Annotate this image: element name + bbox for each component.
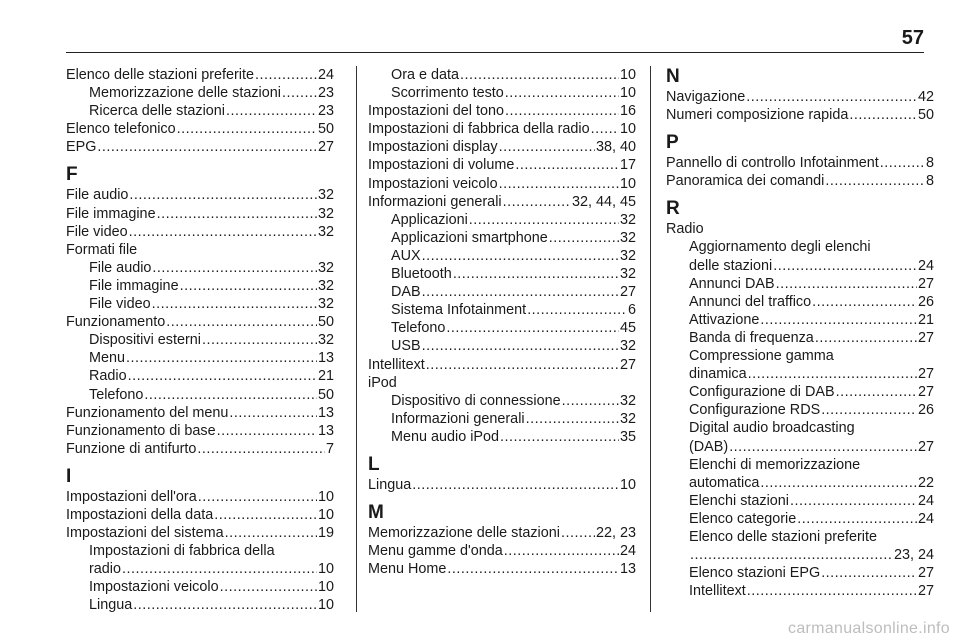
dot-leader bbox=[504, 542, 619, 560]
index-subentry bbox=[66, 259, 334, 277]
page-reference: 24 bbox=[917, 492, 934, 509]
dot-leader bbox=[97, 138, 317, 156]
index-entry bbox=[368, 193, 636, 211]
page-reference: 27 bbox=[917, 366, 934, 383]
index-entry bbox=[66, 404, 334, 422]
index-entry bbox=[368, 175, 636, 193]
index-subentry bbox=[368, 283, 636, 301]
dot-leader bbox=[426, 356, 619, 374]
entry-term: Intellitext bbox=[368, 356, 425, 373]
page-reference: 8 bbox=[925, 155, 934, 172]
index-entry bbox=[368, 120, 636, 138]
page-reference: 22 bbox=[917, 474, 934, 491]
page-reference: 32 bbox=[317, 187, 334, 204]
dot-leader bbox=[122, 560, 317, 578]
index-subentry bbox=[666, 564, 934, 582]
page-reference: 27 bbox=[917, 275, 934, 292]
entry-term: Elenco categorie bbox=[689, 510, 797, 527]
page-reference: 13 bbox=[317, 422, 334, 439]
dot-leader bbox=[166, 313, 317, 331]
dot-leader bbox=[157, 205, 317, 223]
section-letter: F bbox=[66, 164, 78, 186]
page-reference: 32 bbox=[317, 205, 334, 222]
index-subentry bbox=[666, 438, 934, 456]
column-divider bbox=[650, 66, 651, 612]
page-reference: 27 bbox=[317, 139, 334, 156]
index-subentry-heading: Impostazioni di fabbrica della bbox=[89, 543, 275, 560]
index-subentry bbox=[368, 392, 636, 410]
dot-leader bbox=[152, 259, 317, 277]
page-reference: 32 bbox=[317, 259, 334, 276]
dot-leader bbox=[776, 275, 917, 293]
dot-leader bbox=[128, 367, 317, 385]
dot-leader bbox=[446, 319, 619, 337]
dot-leader bbox=[202, 331, 317, 349]
page-reference: 16 bbox=[619, 103, 636, 120]
index-subentry bbox=[66, 102, 334, 120]
entry-term: Impostazioni di volume bbox=[368, 157, 515, 174]
page-reference: 24 bbox=[317, 67, 334, 83]
page-reference: 32 bbox=[317, 296, 334, 313]
dot-leader bbox=[220, 578, 317, 596]
entry-term: Informazioni generali bbox=[391, 410, 525, 427]
dot-leader bbox=[500, 428, 619, 446]
index-subentry bbox=[368, 410, 636, 428]
entry-term: Radio bbox=[89, 368, 127, 385]
entry-term: Memorizzazione delle stazioni bbox=[368, 525, 560, 542]
index-subentry bbox=[666, 311, 934, 329]
entry-term: Bluetooth bbox=[391, 266, 452, 283]
index-entry bbox=[66, 440, 334, 458]
entry-term: delle stazioni bbox=[689, 257, 773, 274]
page-reference: 13 bbox=[317, 404, 334, 421]
entry-term: Banda di frequenza bbox=[689, 329, 814, 346]
entry-term: Ora e data bbox=[391, 67, 459, 83]
page-reference: 45 bbox=[619, 320, 636, 337]
entry-term: Memorizzazione delle stazioni bbox=[89, 85, 281, 102]
index-subentry-heading: Compressione gamma bbox=[689, 348, 834, 365]
dot-leader bbox=[562, 392, 619, 410]
entry-term: Scorrimento testo bbox=[391, 85, 504, 102]
index-entry bbox=[368, 356, 636, 374]
index-subentry-heading: Elenco delle stazioni preferite bbox=[689, 528, 877, 545]
entry-term: Impostazioni display bbox=[368, 139, 498, 156]
watermark: carmanualsonline.info bbox=[788, 620, 950, 637]
entry-term: Applicazioni bbox=[391, 211, 468, 228]
dot-leader bbox=[690, 546, 893, 564]
dot-leader bbox=[214, 506, 317, 524]
dot-leader bbox=[821, 401, 917, 419]
entry-term: DAB bbox=[391, 284, 421, 301]
entry-term: Attivazione bbox=[689, 311, 760, 328]
dot-leader bbox=[561, 524, 595, 542]
page-reference: 32 bbox=[619, 266, 636, 283]
entry-term: Funzionamento bbox=[66, 314, 166, 331]
page-reference: 22, 23 bbox=[595, 525, 636, 542]
index-subentry bbox=[368, 66, 636, 84]
page-reference: 32 bbox=[317, 277, 334, 294]
index-subentry bbox=[66, 84, 334, 102]
dot-leader bbox=[526, 410, 619, 428]
index-entry bbox=[666, 154, 934, 172]
entry-term: Impostazioni veicolo bbox=[89, 579, 219, 596]
page-reference: 32 bbox=[619, 410, 636, 427]
index-subentry bbox=[368, 319, 636, 337]
index-entry-heading: Formati file bbox=[66, 241, 138, 258]
index-subentry bbox=[66, 295, 334, 313]
dot-leader bbox=[499, 138, 595, 156]
page-reference: 38, 40 bbox=[595, 139, 636, 156]
entry-term: Annunci DAB bbox=[689, 275, 775, 292]
index-entry bbox=[666, 88, 934, 106]
index-subentry bbox=[66, 578, 334, 596]
dot-leader bbox=[746, 88, 917, 106]
index-subentry bbox=[368, 247, 636, 265]
entry-term: Applicazioni smartphone bbox=[391, 229, 548, 246]
dot-leader bbox=[729, 438, 917, 456]
dot-leader bbox=[880, 154, 925, 172]
index-subentry bbox=[368, 211, 636, 229]
section-letter: N bbox=[666, 66, 680, 87]
dot-leader bbox=[152, 295, 317, 313]
index-subentry bbox=[66, 596, 334, 614]
dot-leader bbox=[825, 172, 925, 190]
index-subentry bbox=[666, 492, 934, 510]
entry-term: radio bbox=[89, 561, 121, 578]
entry-term: Intellitext bbox=[689, 583, 746, 600]
entry-term: Panoramica dei comandi bbox=[666, 173, 825, 190]
page-reference: 32 bbox=[317, 223, 334, 240]
dot-leader bbox=[747, 582, 917, 600]
page-reference: 10 bbox=[317, 597, 334, 614]
entry-term: Pannello di controllo Infotainment bbox=[666, 155, 879, 172]
entry-term: Elenchi stazioni bbox=[689, 492, 789, 509]
dot-leader bbox=[503, 193, 571, 211]
entry-term: Impostazioni di fabbrica della radio bbox=[368, 121, 590, 138]
page-reference: 24 bbox=[917, 510, 934, 527]
header-rule bbox=[66, 52, 924, 53]
entry-term: Impostazioni del tono bbox=[368, 103, 504, 120]
dot-leader bbox=[422, 337, 619, 355]
dot-leader bbox=[255, 66, 317, 84]
index-entry-heading: iPod bbox=[368, 374, 397, 391]
dot-leader bbox=[815, 329, 917, 347]
entry-term: Ricerca delle stazioni bbox=[89, 103, 225, 120]
index-subentry bbox=[66, 560, 334, 578]
dot-leader bbox=[760, 311, 917, 329]
page-reference: 10 bbox=[317, 506, 334, 523]
entry-term: automatica bbox=[689, 474, 760, 491]
index-subentry bbox=[666, 546, 934, 564]
page-reference: 10 bbox=[317, 561, 334, 578]
index-subentry bbox=[66, 331, 334, 349]
dot-leader bbox=[177, 120, 317, 138]
section-letter: M bbox=[368, 502, 384, 524]
dot-leader bbox=[422, 247, 619, 265]
index-subentry bbox=[666, 582, 934, 600]
index-subentry bbox=[368, 301, 636, 319]
entry-term: Elenco delle stazioni preferite bbox=[66, 67, 254, 83]
dot-leader bbox=[412, 476, 619, 494]
entry-term: Navigazione bbox=[666, 89, 746, 105]
page-reference: 13 bbox=[619, 561, 636, 578]
dot-leader bbox=[422, 283, 619, 301]
dot-leader bbox=[797, 510, 917, 528]
index-subentry bbox=[666, 474, 934, 492]
page-reference: 32 bbox=[317, 332, 334, 349]
index-entry bbox=[66, 506, 334, 524]
dot-leader bbox=[821, 564, 917, 582]
page-reference: 10 bbox=[619, 67, 636, 83]
dot-leader bbox=[197, 440, 325, 458]
entry-term: File immagine bbox=[66, 205, 156, 222]
page-reference: 23 bbox=[317, 85, 334, 102]
entry-term: Impostazioni dell'ora bbox=[66, 488, 197, 505]
page-reference: 10 bbox=[619, 121, 636, 138]
page-reference: 27 bbox=[917, 438, 934, 455]
entry-term: File video bbox=[66, 223, 128, 240]
index-entry bbox=[66, 138, 334, 156]
section-letter: L bbox=[368, 453, 380, 475]
index-entry bbox=[66, 488, 334, 506]
page-reference: 21 bbox=[317, 368, 334, 385]
entry-term: Informazioni generali bbox=[368, 193, 502, 210]
index-column-3 bbox=[666, 66, 934, 600]
dot-leader bbox=[217, 422, 317, 440]
index-subentry bbox=[368, 84, 636, 102]
index-subentry bbox=[66, 349, 334, 367]
index-entry-heading: Radio bbox=[666, 221, 704, 238]
entry-term: File audio bbox=[89, 259, 152, 276]
index-subentry bbox=[368, 229, 636, 247]
page-reference: 7 bbox=[325, 440, 334, 457]
entry-term: USB bbox=[391, 338, 421, 355]
entry-term: Annunci del traffico bbox=[689, 293, 812, 310]
dot-leader bbox=[180, 277, 317, 295]
page-reference: 10 bbox=[317, 579, 334, 596]
dot-leader bbox=[282, 84, 317, 102]
index-column-2 bbox=[368, 66, 636, 578]
index-subentry bbox=[66, 386, 334, 404]
entry-term: AUX bbox=[391, 247, 421, 264]
entry-term: Numeri composizione rapida bbox=[666, 107, 849, 124]
page-reference: 6 bbox=[627, 302, 636, 319]
dot-leader bbox=[229, 404, 317, 422]
entry-term: Telefono bbox=[391, 320, 446, 337]
index-entry bbox=[666, 106, 934, 124]
index-subentry bbox=[666, 401, 934, 419]
page-reference: 27 bbox=[619, 284, 636, 301]
page-reference: 10 bbox=[619, 175, 636, 192]
page-reference: 32 bbox=[619, 247, 636, 264]
dot-leader bbox=[812, 293, 917, 311]
dot-leader bbox=[499, 175, 619, 193]
dot-leader bbox=[129, 223, 317, 241]
page-reference: 26 bbox=[917, 293, 934, 310]
index-entry bbox=[66, 223, 334, 241]
dot-leader bbox=[505, 102, 619, 120]
dot-leader bbox=[447, 560, 619, 578]
index-subentry bbox=[666, 383, 934, 401]
page-reference: 27 bbox=[917, 384, 934, 401]
dot-leader bbox=[453, 265, 619, 283]
index-subentry bbox=[368, 337, 636, 355]
dot-leader bbox=[790, 492, 917, 510]
index-subentry bbox=[368, 265, 636, 283]
dot-leader bbox=[460, 66, 619, 84]
entry-term: File immagine bbox=[89, 277, 179, 294]
page-reference: 27 bbox=[917, 565, 934, 582]
index-subentry bbox=[666, 275, 934, 293]
page-reference: 17 bbox=[619, 157, 636, 174]
dot-leader bbox=[773, 257, 917, 275]
page-reference: 24 bbox=[917, 257, 934, 274]
index-entry bbox=[66, 422, 334, 440]
entry-term: Impostazioni veicolo bbox=[368, 175, 498, 192]
entry-term: EPG bbox=[66, 139, 97, 156]
entry-term: File video bbox=[89, 296, 151, 313]
page-reference: 35 bbox=[619, 428, 636, 445]
index-subentry bbox=[66, 367, 334, 385]
page-reference: 27 bbox=[619, 356, 636, 373]
page-reference: 8 bbox=[925, 173, 934, 190]
index-subentry-heading: Elenchi di memorizzazione bbox=[689, 456, 861, 473]
page-reference: 32, 44, 45 bbox=[571, 193, 636, 210]
index-subentry bbox=[666, 293, 934, 311]
dot-leader bbox=[144, 386, 317, 404]
index-subentry bbox=[368, 428, 636, 446]
index-subentry bbox=[666, 329, 934, 347]
page-reference: 42 bbox=[917, 89, 934, 105]
entry-term: dinamica bbox=[689, 366, 747, 383]
index-subentry bbox=[666, 257, 934, 275]
dot-leader bbox=[226, 102, 317, 120]
dot-leader bbox=[225, 524, 317, 542]
dot-leader bbox=[198, 488, 317, 506]
index-entry bbox=[368, 138, 636, 156]
page-reference: 50 bbox=[317, 386, 334, 403]
index-entry bbox=[66, 120, 334, 138]
page-reference: 10 bbox=[619, 476, 636, 493]
index-entry bbox=[66, 205, 334, 223]
page-reference: 19 bbox=[317, 525, 334, 542]
page-reference: 32 bbox=[619, 229, 636, 246]
entry-term: Telefono bbox=[89, 386, 144, 403]
entry-term: Elenco stazioni EPG bbox=[689, 565, 821, 582]
page-reference: 13 bbox=[317, 350, 334, 367]
entry-term: Sistema Infotainment bbox=[391, 302, 527, 319]
entry-term: (DAB) bbox=[689, 438, 729, 455]
dot-leader bbox=[469, 211, 619, 229]
page-reference: 32 bbox=[619, 211, 636, 228]
page-reference: 21 bbox=[917, 311, 934, 328]
page-reference: 32 bbox=[619, 338, 636, 355]
dot-leader bbox=[836, 383, 917, 401]
index-entry bbox=[368, 542, 636, 560]
entry-term: Dispositivi esterni bbox=[89, 332, 201, 349]
index-entry bbox=[368, 102, 636, 120]
page-reference: 27 bbox=[917, 329, 934, 346]
index-subentry bbox=[666, 510, 934, 528]
index-entry bbox=[66, 186, 334, 204]
entry-term: Dispositivo di connessione bbox=[391, 392, 561, 409]
dot-leader bbox=[505, 84, 619, 102]
dot-leader bbox=[849, 106, 917, 124]
page-reference: 23, 24 bbox=[893, 547, 934, 564]
index-entry bbox=[368, 476, 636, 494]
index-subentry-heading: Digital audio broadcasting bbox=[689, 420, 855, 437]
entry-term: Impostazioni della data bbox=[66, 506, 214, 523]
index-entry bbox=[368, 156, 636, 174]
section-letter: P bbox=[666, 132, 679, 154]
column-divider bbox=[356, 66, 357, 612]
page-reference: 27 bbox=[917, 583, 934, 600]
index-entry bbox=[368, 560, 636, 578]
section-letter: R bbox=[666, 198, 680, 220]
page-reference: 10 bbox=[317, 488, 334, 505]
index-subentry bbox=[666, 365, 934, 383]
index-entry bbox=[66, 66, 334, 84]
dot-leader bbox=[133, 596, 317, 614]
entry-term: Menu bbox=[89, 350, 125, 367]
dot-leader bbox=[129, 186, 317, 204]
dot-leader bbox=[126, 349, 317, 367]
index-subentry bbox=[66, 277, 334, 295]
entry-term: Menu Home bbox=[368, 561, 447, 578]
section-letter: I bbox=[66, 465, 72, 487]
page-number: 57 bbox=[901, 27, 924, 49]
entry-term: Configurazione RDS bbox=[689, 402, 821, 419]
index-entry bbox=[368, 524, 636, 542]
page-reference: 50 bbox=[317, 314, 334, 331]
index-subentry-heading: Aggiornamento degli elenchi bbox=[689, 239, 871, 256]
page-reference: 50 bbox=[917, 107, 934, 124]
dot-leader bbox=[591, 120, 619, 138]
entry-term: Funzione di antifurto bbox=[66, 440, 197, 457]
entry-term: Menu gamme d'onda bbox=[368, 543, 503, 560]
entry-term: Configurazione di DAB bbox=[689, 384, 835, 401]
dot-leader bbox=[527, 301, 627, 319]
entry-term: Elenco telefonico bbox=[66, 121, 176, 138]
page-reference: 24 bbox=[619, 543, 636, 560]
dot-leader bbox=[515, 156, 619, 174]
index-entry bbox=[666, 172, 934, 190]
entry-term: Funzionamento del menu bbox=[66, 404, 229, 421]
dot-leader bbox=[760, 474, 917, 492]
entry-term: Menu audio iPod bbox=[391, 428, 500, 445]
dot-leader bbox=[748, 365, 917, 383]
page-reference: 50 bbox=[317, 121, 334, 138]
entry-term: File audio bbox=[66, 187, 129, 204]
entry-term: Lingua bbox=[89, 597, 133, 614]
entry-term: Impostazioni del sistema bbox=[66, 525, 224, 542]
page-reference: 26 bbox=[917, 402, 934, 419]
page-reference: 23 bbox=[317, 103, 334, 120]
entry-term: Lingua bbox=[368, 476, 412, 493]
index-column-1 bbox=[66, 66, 334, 615]
page-reference: 10 bbox=[619, 85, 636, 102]
dot-leader bbox=[549, 229, 619, 247]
entry-term: Funzionamento di base bbox=[66, 422, 216, 439]
page-reference: 32 bbox=[619, 392, 636, 409]
index-entry bbox=[66, 313, 334, 331]
index-entry bbox=[66, 524, 334, 542]
